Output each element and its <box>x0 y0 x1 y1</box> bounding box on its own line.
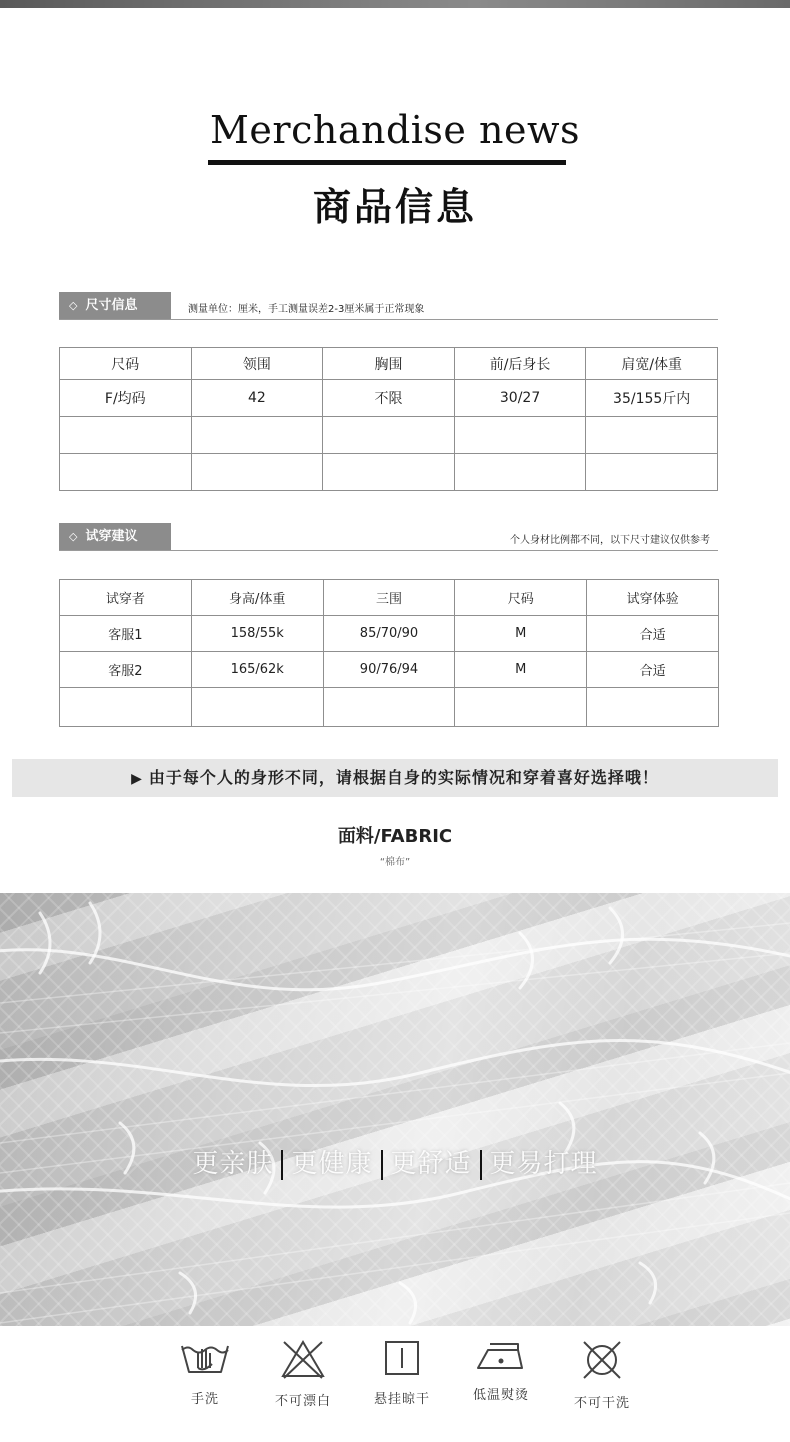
table-cell: 158/55k <box>191 616 323 652</box>
fit-table <box>59 579 719 727</box>
title-underline <box>208 160 566 165</box>
hang-dry-icon <box>382 1338 422 1378</box>
embroidery-pattern <box>0 893 790 1326</box>
table-cell: 客服1 <box>60 616 192 652</box>
care-item-low-iron <box>456 1338 546 1403</box>
top-decoration-bar <box>0 0 790 8</box>
table-header-cell: 试穿者 <box>60 580 192 616</box>
table-row <box>60 688 719 727</box>
table-cell <box>586 454 718 491</box>
care-label: 低温熨烫 <box>472 1388 529 1403</box>
page-title-en: Merchandise news <box>210 108 580 152</box>
table-header-cell: 试穿体验 <box>587 580 719 616</box>
notice-banner-text: 由于每个人的身形不同，请根据自身的实际情况和穿着喜好选择哦！ <box>148 768 659 787</box>
feature-divider <box>480 1150 482 1180</box>
table-cell: 合适 <box>587 616 719 652</box>
table-cell: 35/155斤内 <box>586 380 718 417</box>
hand-wash-icon <box>179 1338 231 1378</box>
table-header-row <box>60 348 718 380</box>
table-header-cell: 前/后身长 <box>454 348 586 380</box>
diamond-icon: ◇ <box>69 530 78 543</box>
table-header-cell: 三围 <box>323 580 455 616</box>
table-cell <box>191 417 323 454</box>
table-cell <box>60 454 192 491</box>
fit-section-note: 个人身材比例都不同，以下尺寸建议仅供参考 <box>510 535 710 546</box>
table-cell: 不限 <box>323 380 455 417</box>
dot-icon <box>499 1359 504 1364</box>
fabric-features <box>0 1143 790 1180</box>
diamond-icon: ◇ <box>69 299 78 312</box>
table-cell: M <box>455 652 587 688</box>
table-header-cell: 身高/体重 <box>191 580 323 616</box>
table-cell: 42 <box>191 380 323 417</box>
size-section-tag-label: 尺寸信息 <box>85 298 138 313</box>
table-cell: F/均码 <box>60 380 192 417</box>
care-label: 悬挂晾干 <box>373 1392 430 1407</box>
table-header-cell: 尺码 <box>60 348 192 380</box>
table-cell <box>454 417 586 454</box>
table-row <box>60 417 718 454</box>
feature-label: 更舒适 <box>390 1149 472 1179</box>
fabric-photo <box>0 893 790 1326</box>
feature-divider <box>281 1150 283 1180</box>
fabric-title: 面料/FABRIC <box>337 826 453 847</box>
feature-label: 更易打理 <box>489 1149 598 1179</box>
page-title-cn: 商品信息 <box>312 185 477 229</box>
table-row <box>60 454 718 491</box>
table-row <box>60 616 719 652</box>
fit-section-tag <box>59 523 171 550</box>
table-cell <box>586 417 718 454</box>
low-iron-icon <box>474 1338 528 1374</box>
table-cell: 165/62k <box>191 652 323 688</box>
feature-divider <box>381 1150 383 1180</box>
play-arrow-icon: ▶ <box>131 771 143 787</box>
care-item-hang-dry <box>357 1338 447 1407</box>
table-cell <box>323 688 455 727</box>
table-header-cell: 胸围 <box>323 348 455 380</box>
table-cell: M <box>455 616 587 652</box>
table-cell: 90/76/94 <box>323 652 455 688</box>
feature-label: 更亲肤 <box>192 1149 274 1179</box>
care-label: 不可漂白 <box>274 1394 331 1409</box>
table-header-cell: 肩宽/体重 <box>586 348 718 380</box>
fit-section-header <box>59 523 718 551</box>
table-cell <box>60 417 192 454</box>
care-item-no-dry-clean <box>557 1338 647 1411</box>
table-header-row <box>60 580 719 616</box>
table-cell <box>191 454 323 491</box>
table-cell <box>60 688 192 727</box>
care-label: 不可干洗 <box>573 1396 630 1411</box>
table-cell <box>455 688 587 727</box>
table-cell <box>191 688 323 727</box>
size-section-tag <box>59 292 171 319</box>
size-section-header <box>59 292 718 320</box>
notice-banner <box>12 759 778 797</box>
table-cell: 30/27 <box>454 380 586 417</box>
table-row <box>60 652 719 688</box>
table-cell <box>587 688 719 727</box>
table-cell: 85/70/90 <box>323 616 455 652</box>
care-label: 手洗 <box>190 1392 219 1407</box>
table-cell: 合适 <box>587 652 719 688</box>
care-item-no-bleach <box>258 1338 348 1409</box>
table-cell <box>454 454 586 491</box>
table-cell: 客服2 <box>60 652 192 688</box>
care-item-hand-wash <box>160 1338 250 1407</box>
table-cell <box>323 417 455 454</box>
table-header-cell: 领围 <box>191 348 323 380</box>
no-dry-clean-icon <box>580 1338 624 1382</box>
table-header-cell: 尺码 <box>455 580 587 616</box>
table-cell <box>323 454 455 491</box>
no-bleach-icon <box>280 1338 326 1380</box>
size-section-note: 测量单位：厘米，手工测量误差2-3厘米属于正常现象 <box>188 304 425 315</box>
feature-label: 更健康 <box>291 1149 373 1179</box>
table-row <box>60 380 718 417</box>
size-table <box>59 347 718 491</box>
fit-section-tag-label: 试穿建议 <box>85 529 138 544</box>
fabric-subtitle: “棉布” <box>379 857 411 868</box>
